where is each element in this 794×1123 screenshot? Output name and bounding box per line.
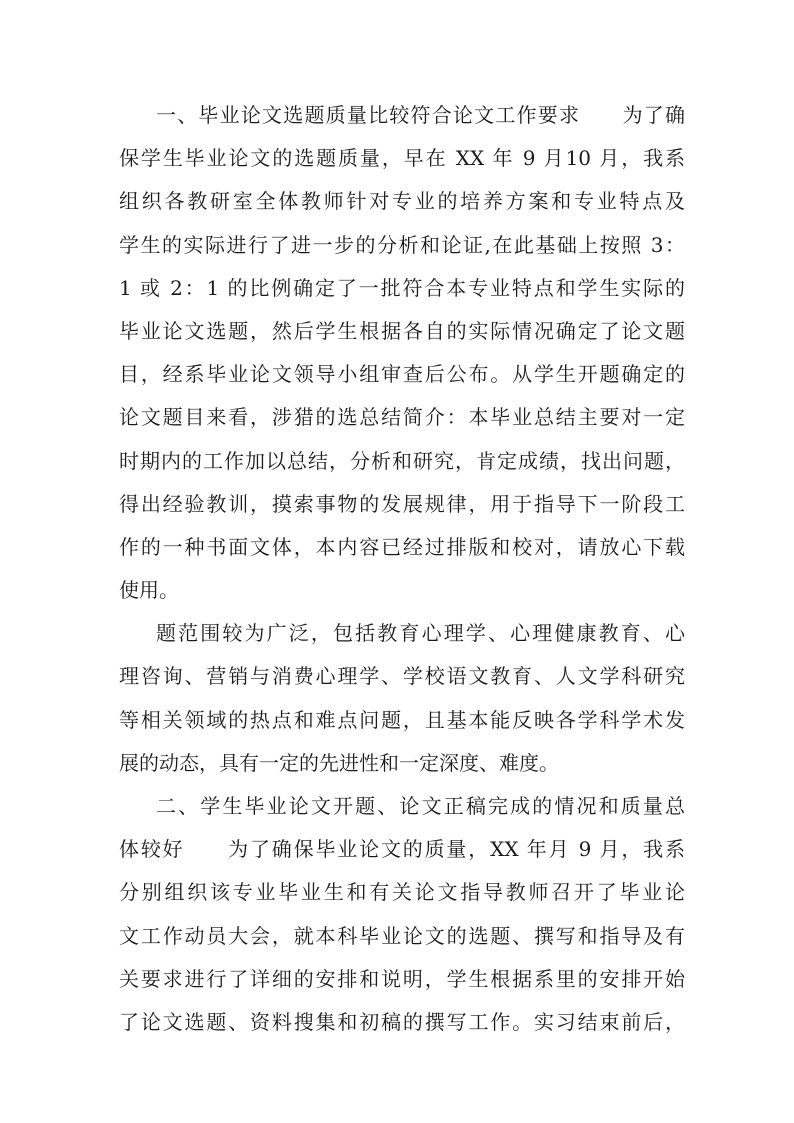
paragraph-line: 理咨询、营销与消费心理学、学校语文教育、人文学科研究: [119, 664, 685, 689]
paragraph-line: 二、学生毕业论文开题、论文正稿完成的情况和质量总: [156, 794, 685, 818]
paragraph-line: 保学生毕业论文的选题质量，早在 XX 年 9 月10 月，我系: [119, 146, 685, 171]
paragraph-line: 关要求进行了详细的安排和说明，学生根据系里的安排开始: [119, 966, 685, 991]
paragraph-line: 学生的实际进行了进一步的分析和论证,在此基础上按照 3：: [119, 232, 685, 257]
paragraph-line: 一、毕业论文选题质量比较符合论文工作要求 为了确: [156, 103, 685, 127]
paragraph-line: 分别组织该专业毕业生和有关论文指导教师召开了毕业论: [119, 880, 685, 905]
paragraph-line: 1 或 2：1 的比例确定了一批符合本专业特点和学生实际的: [119, 275, 685, 300]
paragraph-line: 时期内的工作加以总结，分析和研究，肯定成绩，找出问题，: [119, 448, 685, 473]
paragraph-line: 题范围较为广泛，包括教育心理学、心理健康教育、心: [156, 621, 685, 646]
paragraph-line: 目，经系毕业论文领导小组审查后公布。从学生开题确定的: [119, 362, 685, 387]
paragraph-line: 毕业论文选题，然后学生根据各自的实际情况确定了论文题: [119, 318, 685, 343]
paragraph-line: 得出经验教训，摸索事物的发展规律，用于指导下一阶段工: [119, 491, 685, 516]
paragraph-line: 体较好 为了确保毕业论文的质量，XX 年月 9 月，我系: [119, 837, 685, 862]
document-body: [119, 94, 685, 1044]
paragraph-line: 文工作动员大会，就本科毕业论文的选题、撰写和指导及有: [119, 923, 685, 948]
paragraph-line: 作的一种书面文体，本内容已经过排版和校对，请放心下载: [119, 534, 685, 559]
paragraph-line: 论文题目来看，涉猎的选总结简介：本毕业总结主要对一定: [119, 405, 685, 430]
paragraph-line: 组织各教研室全体教师针对专业的培养方案和专业特点及: [119, 189, 685, 214]
paragraph-line: 等相关领域的热点和难点问题，且基本能反映各学科学术发: [119, 707, 685, 732]
paragraph-line: 展的动态，具有一定的先进性和一定深度、难度。: [119, 750, 559, 775]
paragraph-line: 使用。: [119, 578, 179, 603]
paragraph-line: 了论文选题、资料搜集和初稿的撰写工作。实习结束前后，: [119, 1009, 685, 1034]
